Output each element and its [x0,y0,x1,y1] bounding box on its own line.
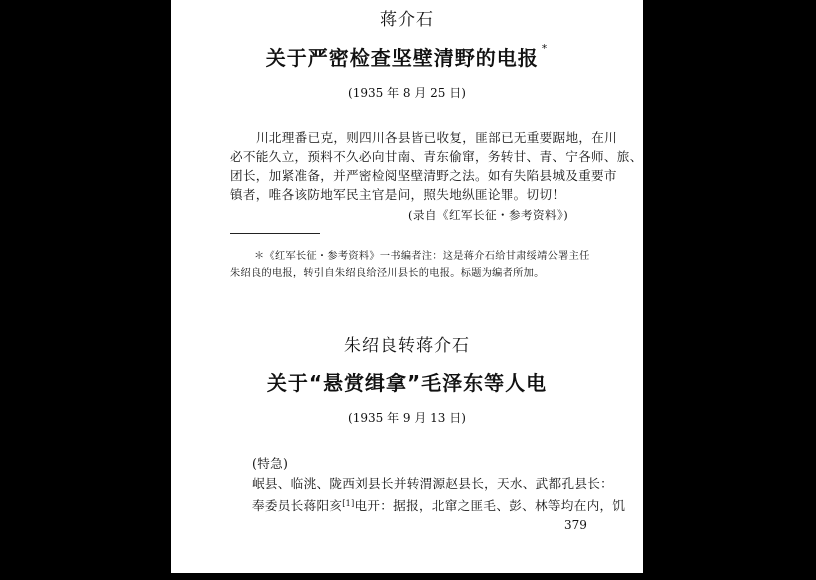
doc1-body-line: 川北理番已克，则四川各县皆已收复，匪部已无重要踞地，在川 [256,130,618,145]
document-page [171,0,643,573]
doc1-body-line: 团长，加紧准备，并严密检阅坚壁清野之法。如有失陷县城及重要市 [230,168,617,183]
doc1-author: 蒋介石 [380,10,434,30]
doc1-body-line: 镇者，唯各该防地军民主官是问，照失地纵匪论罪。切切！ [230,187,566,202]
doc2-body-text: 电开：据报，北窜之匪毛、彭、林等均在内，饥 [354,498,626,513]
doc2-note-ref: [1] [342,499,355,508]
doc1-title-mark: * [541,42,549,55]
doc2-body-text: 奉委员长蒋阳亥 [252,498,343,513]
doc1-date: (1935 年 8 月 25 日) [348,86,466,100]
doc1-body-line: 必不能久立，预料不久必向甘南、青东偷窜，务转甘、青、宁各师、旅、 [230,149,643,164]
doc2-title: 关于“悬赏缉拿”毛泽东等人电 [266,371,548,395]
doc2-addressees: 岷县、临洮、陇西刘县长并转渭源赵县长，天水、武都孔县长： [252,476,614,491]
footnote-line: ＊《红军长征・参考资料》一书编者注：这是蒋介石给甘肃绥靖公署主任 [254,251,590,262]
page-number: 379 [564,518,587,532]
doc2-author: 朱绍良转蒋介石 [344,336,470,356]
doc1-title [171,42,643,71]
footnote-divider [230,233,320,234]
doc1-source: (录自《红军长征・参考资料》) [408,208,569,222]
footnote-line: 朱绍良的电报，转引自朱绍良给泾川县长的电报。标题为编者所加。 [230,268,545,279]
doc2-urgent: (特急) [252,456,289,471]
doc2-date: (1935 年 9 月 13 日) [348,411,466,425]
doc1-title-text: 关于严密检查坚壁清野的电报 [265,46,539,70]
doc2-body-line [252,494,625,515]
